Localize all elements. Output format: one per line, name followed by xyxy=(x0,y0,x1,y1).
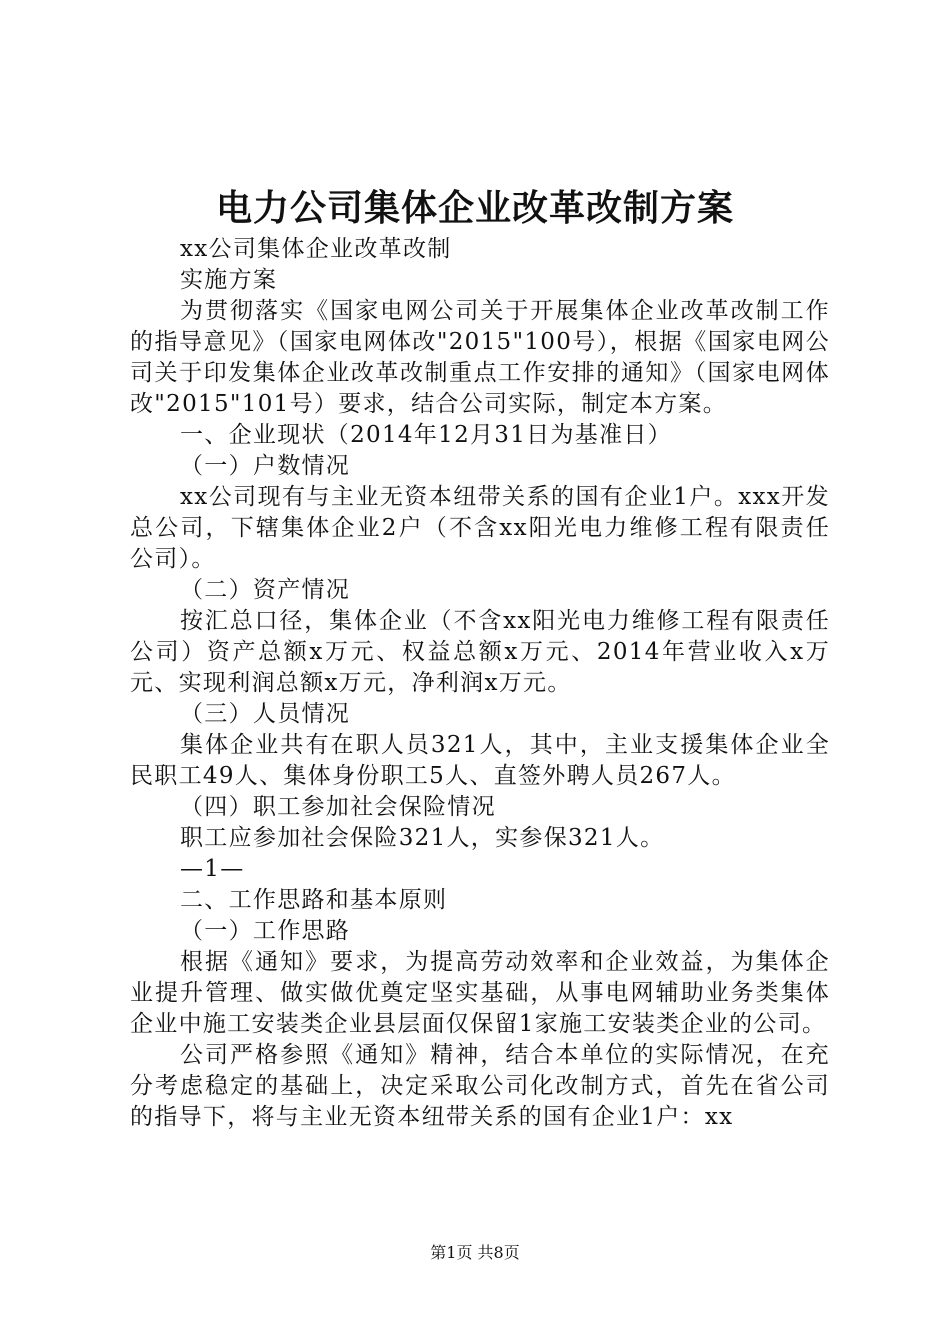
heading-subsection-1-4: （四）职工参加社会保险情况 xyxy=(180,794,496,820)
paragraph-social-insurance: 职工应参加社会保险321人，实参保321人。 xyxy=(180,825,665,851)
inline-page-marker: —1— xyxy=(180,856,245,882)
paragraph-restructuring: 公司严格参照《通知》精神，结合本单位的实际情况，在充分考虑稳定的基础上，决定采取公司化改制方式，首先在省公司的指导下，将与主业无资本纽带关系的国有企业1户：xx xyxy=(130,1042,830,1130)
heading-section-2: 二、工作思路和基本原则 xyxy=(180,887,448,913)
heading-subsection-1-1: （一）户数情况 xyxy=(180,453,351,479)
heading-section-1: 一、企业现状（2014年12月31日为基准日） xyxy=(180,422,672,448)
document-title: 电力公司集体企业改革改制方案 xyxy=(215,187,734,229)
paragraph-households: xx公司现有与主业无资本纽带关系的国有企业1户。xxx开发总公司，下辖集体企业2户（不含xx阳光电力维修工程有限责任公司）。 xyxy=(130,484,830,572)
paragraph-assets: 按汇总口径，集体企业（不含xx阳光电力维修工程有限责任公司）资产总额x万元、权益总额x万元、2014年营业收入x万元、实现利润总额x万元，净利润x万元。 xyxy=(130,608,830,696)
page-footer: 第1页 共8页 xyxy=(430,1243,520,1262)
heading-subsection-1-3: （三）人员情况 xyxy=(180,701,351,727)
paragraph-plan-line: 实施方案 xyxy=(180,267,278,293)
document-body xyxy=(130,234,830,1133)
paragraph-intro: 为贯彻落实《国家电网公司关于开展集体企业改革改制工作的指导意见》（国家电网体改"2015"100号），根据《国家电网公司关于印发集体企业改革改制重点工作安排的通知》（国家电网体改"2015"101号）要求，结合公司实际，制定本方案。 xyxy=(130,298,830,417)
heading-subsection-1-2: （二）资产情况 xyxy=(180,577,351,603)
heading-subsection-2-1: （一）工作思路 xyxy=(180,918,351,944)
paragraph-personnel: 集体企业共有在职人员321人，其中，主业支援集体企业全民职工49人、集体身份职工5人、直签外聘人员267人。 xyxy=(130,732,830,789)
paragraph-work-approach: 根据《通知》要求，为提高劳动效率和企业效益，为集体企业提升管理、做实做优奠定坚实基础，从事电网辅助业务类集体企业中施工安装类企业县层面仅保留1家施工安装类企业的公司。 xyxy=(130,949,830,1037)
paragraph-company-line: xx公司集体企业改革改制 xyxy=(180,236,452,262)
